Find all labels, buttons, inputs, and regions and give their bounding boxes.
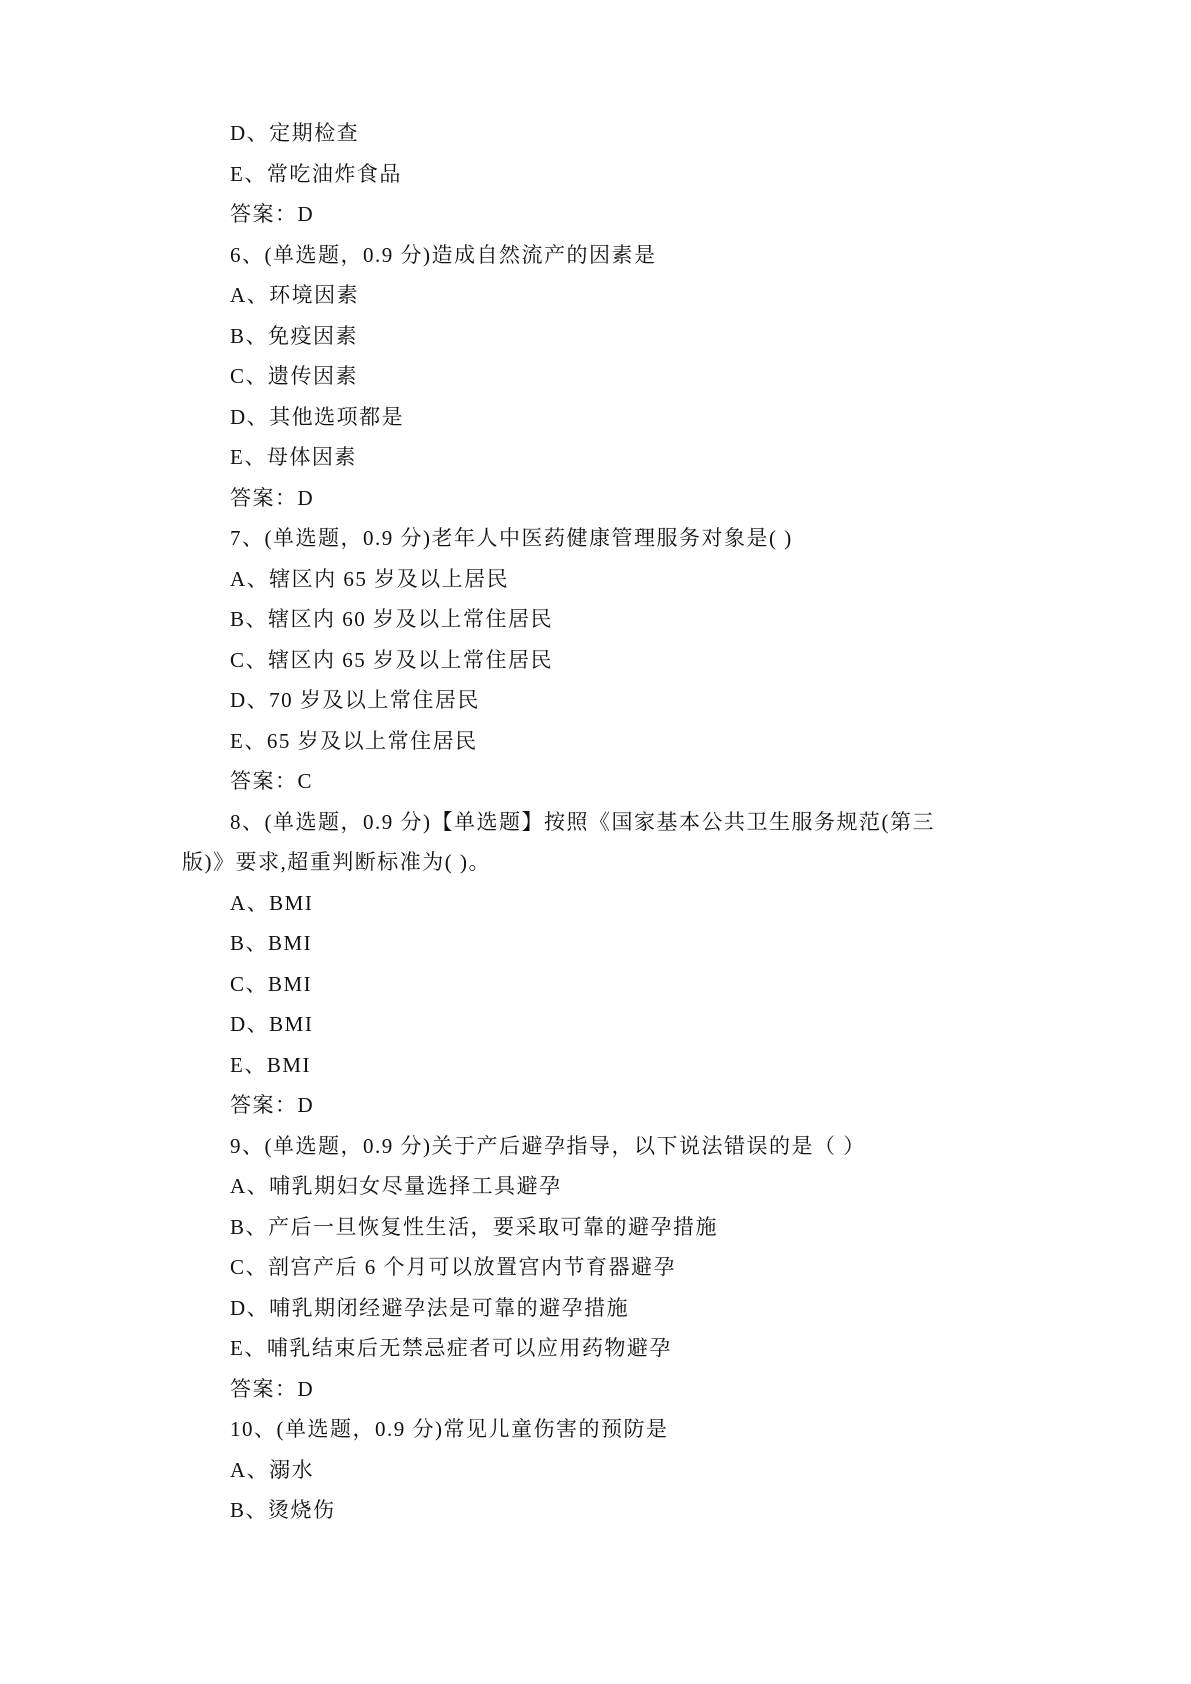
document-page <box>0 113 1191 1531</box>
option: A、辖区内 65 岁及以上居民 <box>230 566 510 591</box>
option: B、BMI <box>230 931 313 955</box>
question-10-stem: 10、(单选题，0.9 分)常见儿童伤害的预防是 <box>230 1417 669 1441</box>
option: A、溺水 <box>230 1457 315 1482</box>
option: B、产后一旦恢复性生活，要采取可靠的避孕措施 <box>230 1214 719 1239</box>
question-6-stem: 6、(单选题，0.9 分)造成自然流产的因素是 <box>230 242 657 267</box>
option: B、免疫因素 <box>230 323 359 348</box>
option: C、遗传因素 <box>230 364 359 388</box>
option: D、BMI <box>230 1012 314 1036</box>
answer-q5: 答案：D <box>230 202 315 226</box>
option: C、剖宫产后 6 个月可以放置宫内节育器避孕 <box>230 1255 677 1279</box>
answer-q7: 答案：C <box>230 769 314 793</box>
option: C、辖区内 65 岁及以上常住居民 <box>230 647 554 672</box>
option: E、母体因素 <box>230 445 357 469</box>
option: A、BMI <box>230 890 314 915</box>
answer-q9: 答案：D <box>230 1376 315 1401</box>
option: A、哺乳期妇女尽量选择工具避孕 <box>230 1174 562 1198</box>
option: B、辖区内 60 岁及以上常住居民 <box>230 607 554 631</box>
question-9-stem: 9、(单选题，0.9 分)关于产后避孕指导，以下说法错误的是（ ） <box>230 1133 866 1158</box>
option: B、烫烧伤 <box>230 1498 336 1522</box>
option: E、哺乳结束后无禁忌症者可以应用药物避孕 <box>230 1336 672 1360</box>
option: D、其他选项都是 <box>230 404 405 429</box>
question-7-stem: 7、(单选题，0.9 分)老年人中医药健康管理服务对象是( ) <box>230 526 793 550</box>
option: A、环境因素 <box>230 283 360 307</box>
question-8-stem: 8、(单选题，0.9 分)【单选题】按照《国家基本公共卫生服务规范(第三 <box>230 809 935 834</box>
option: C、BMI <box>230 971 313 996</box>
option: E、65 岁及以上常住居民 <box>230 728 478 753</box>
option: D、70 岁及以上常住居民 <box>230 688 480 712</box>
answer-q6: 答案：D <box>230 485 315 510</box>
option: D、哺乳期闭经避孕法是可靠的避孕措施 <box>230 1295 630 1320</box>
option: E、BMI <box>230 1052 311 1077</box>
question-8-stem-continued: 版)》要求,超重判断标准为( )。 <box>182 850 491 874</box>
option-q5-e: E、常吃油炸食品 <box>230 161 402 186</box>
answer-q8: 答案：D <box>230 1093 315 1117</box>
option-q5-d: D、定期检查 <box>230 121 360 145</box>
